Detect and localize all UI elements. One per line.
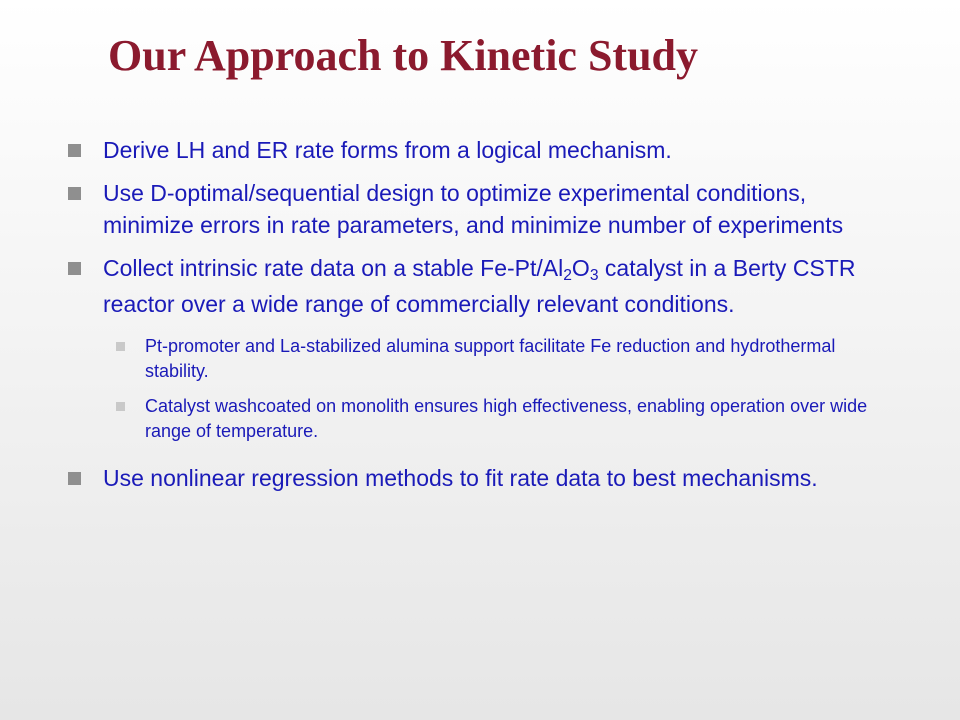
bullet-text: Derive LH and ER rate forms from a logical mechanism. xyxy=(103,137,672,163)
sub-bullet-item xyxy=(145,394,885,444)
bullet-text: Use nonlinear regression methods to fit rate data to best mechanisms. xyxy=(103,465,818,491)
sub-bullet-text: Catalyst washcoated on monolith ensures high effectiveness, enabling operation over wide range of temperature. xyxy=(145,396,868,441)
bullet-text-part: O xyxy=(571,255,590,281)
sub-bullet-item xyxy=(145,334,885,384)
bullet-list xyxy=(0,134,960,494)
bullet-item xyxy=(103,462,873,494)
square-bullet-icon xyxy=(116,402,125,411)
bullet-item xyxy=(103,134,873,166)
square-bullet-icon xyxy=(116,342,125,351)
bullet-item xyxy=(103,252,873,320)
sub-bullet-text: Pt-promoter and La-stabilized alumina support facilitate Fe reduction and hydrothermal stability. xyxy=(145,336,836,381)
square-bullet-icon xyxy=(68,144,81,157)
square-bullet-icon xyxy=(68,262,81,275)
subscript: 2 xyxy=(563,266,572,284)
bullet-text xyxy=(103,255,855,317)
bullet-text-part: catalyst in a Berty CSTR reactor over a wide range of commercially relevant conditions. xyxy=(103,255,856,317)
bullet-text: Use D-optimal/sequential design to optimize experimental conditions, minimize errors in rate parameters, and minimize number of experiments xyxy=(103,180,844,238)
subscript: 3 xyxy=(589,266,599,284)
square-bullet-icon xyxy=(68,187,81,200)
slide-title: Our Approach to Kinetic Study xyxy=(108,31,699,80)
bullet-item xyxy=(103,177,873,241)
bullet-text-part: Collect intrinsic rate data on a stable Fe-Pt/Al xyxy=(103,255,564,281)
square-bullet-icon xyxy=(68,472,81,485)
